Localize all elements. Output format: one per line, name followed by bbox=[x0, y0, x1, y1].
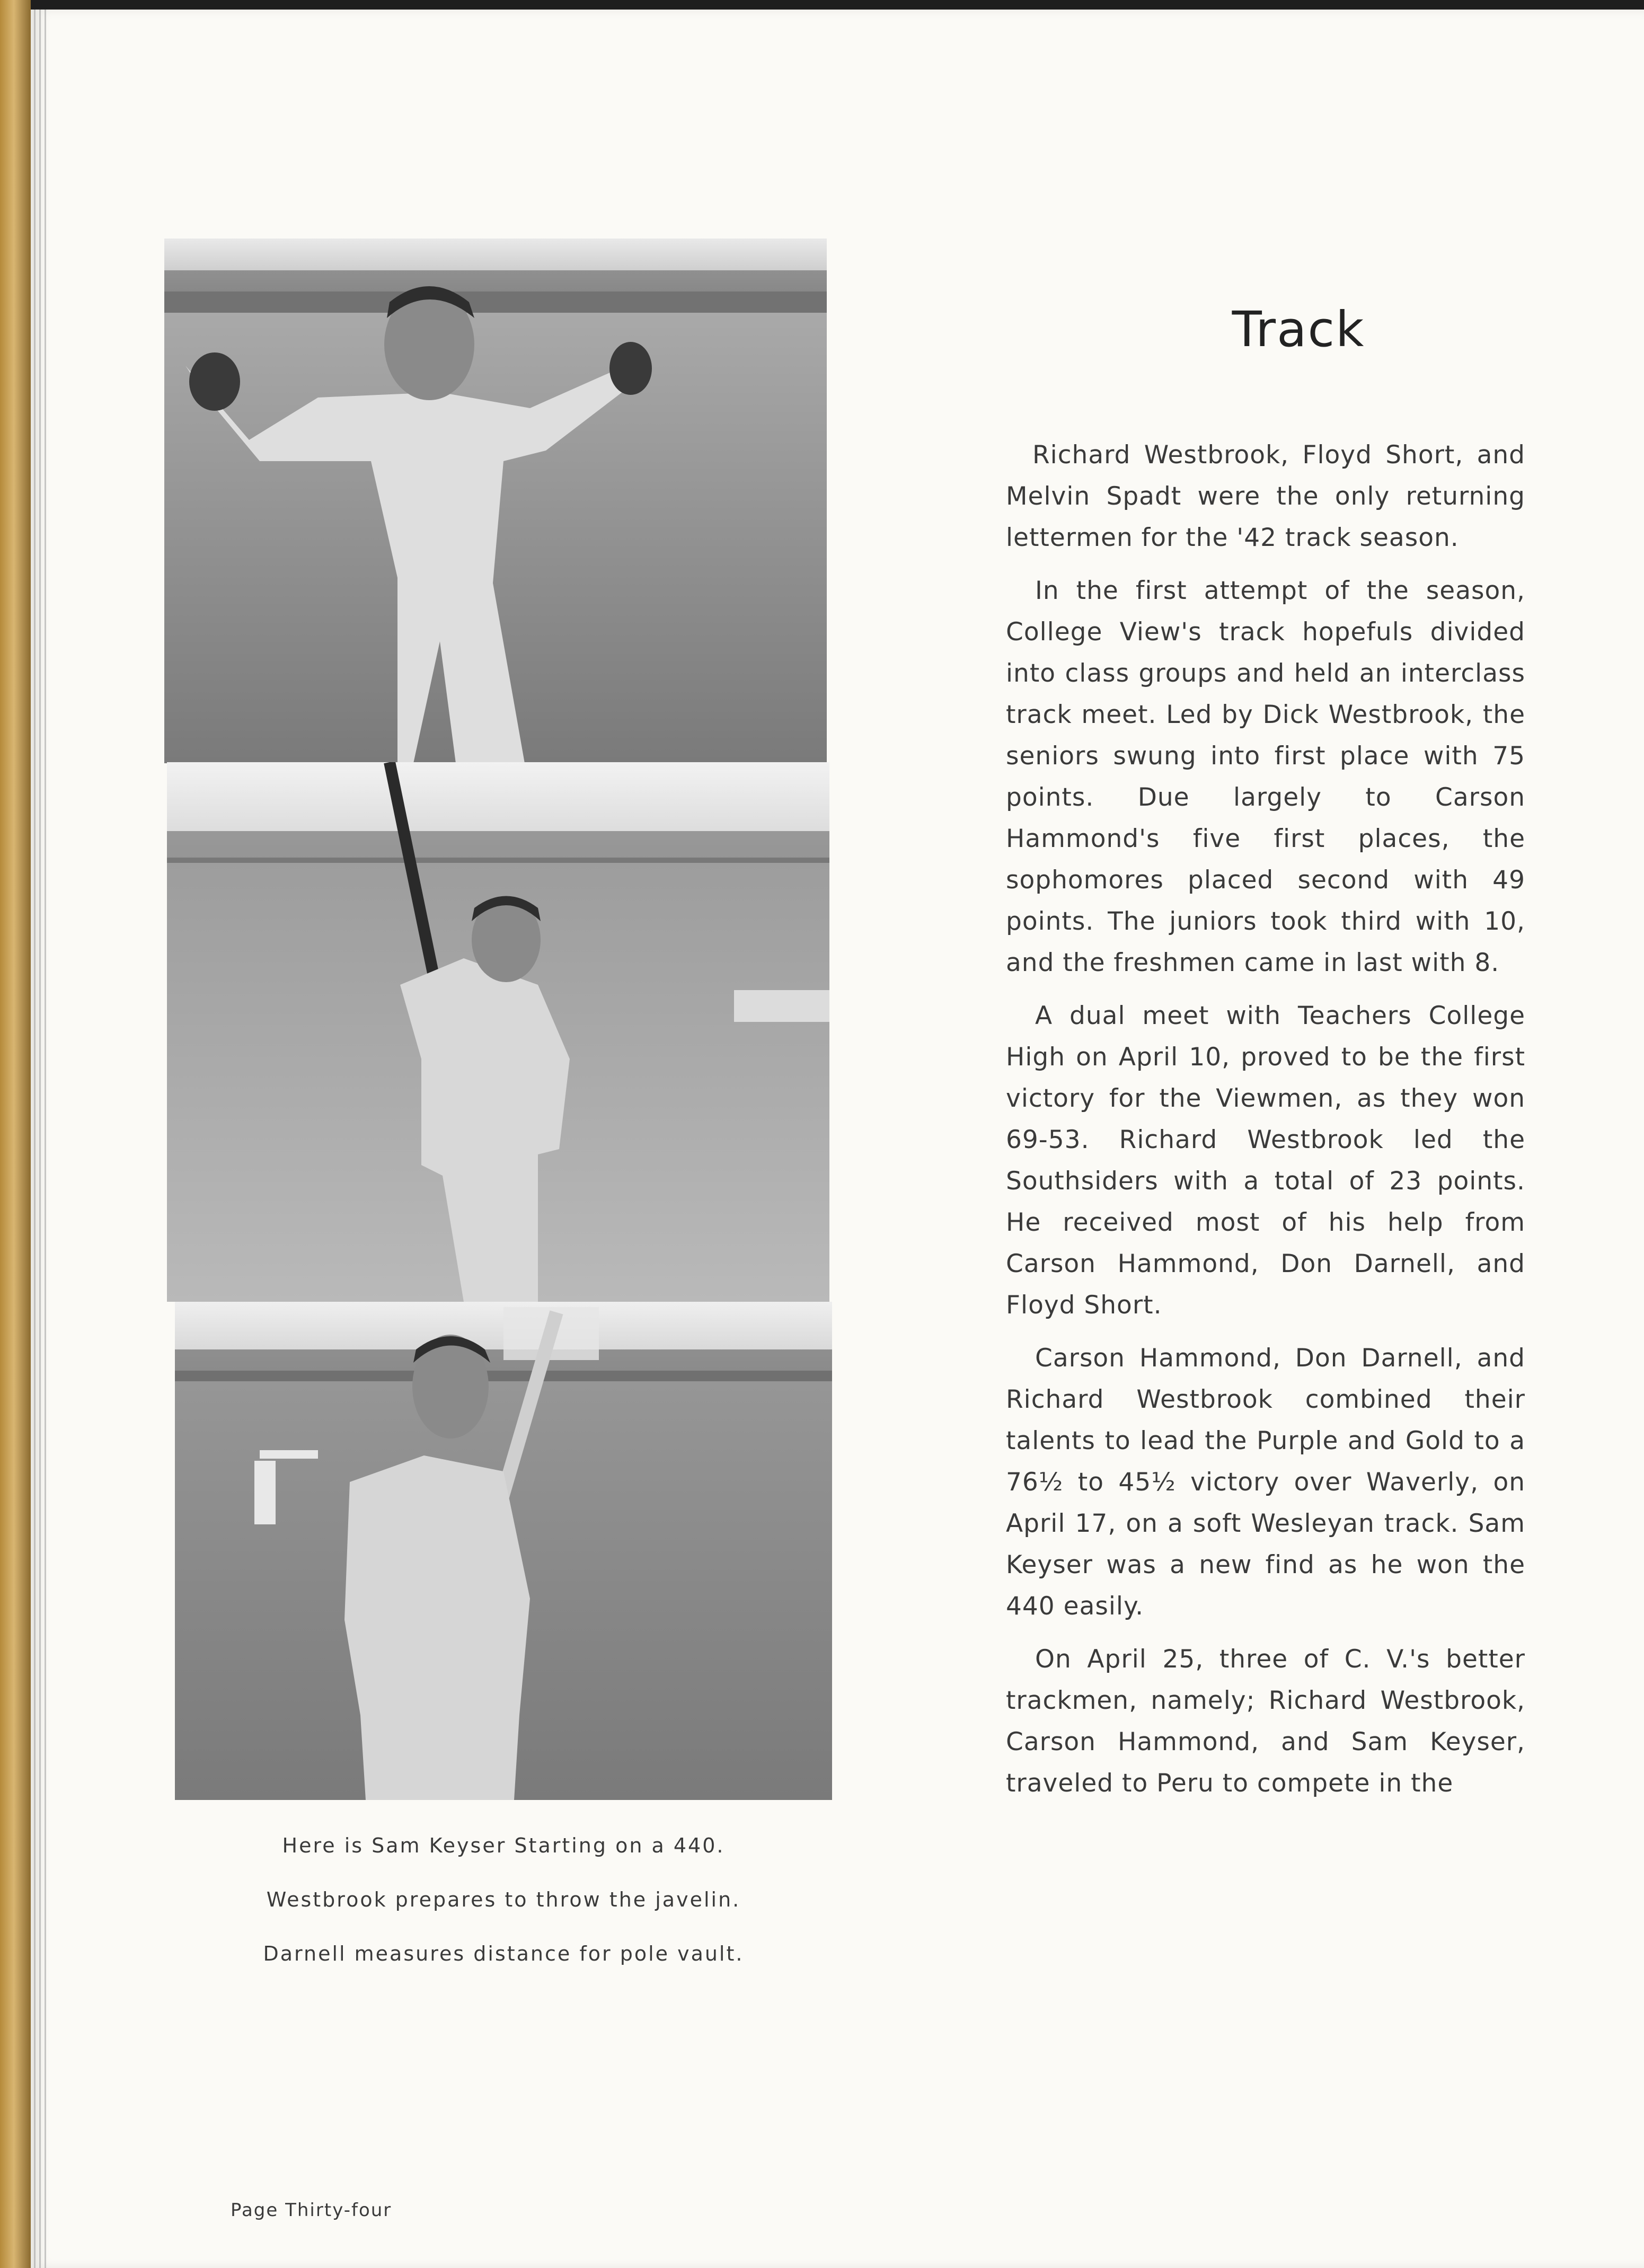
paragraph: On April 25, three of C. V.'s better trackmen, namely; Richard Westbrook, Carson Hammond, and Sam Keyser, traveled to Peru to compete in the bbox=[1006, 1645, 1525, 1798]
paragraph: Carson Hammond, Don Darnell, and Richard Westbrook combined their talents to lead the Purple and Gold to a 76½ to 45½ victory over Waverly, on April 17, on a soft Wesleyan track. Sam Keyser was a new find as he won the 440 easily. bbox=[1006, 1344, 1525, 1621]
caption-photo-3: Darnell measures distance for pole vault. bbox=[263, 1942, 744, 1965]
page-title: Track bbox=[1232, 301, 1365, 358]
caption-photo-1: Here is Sam Keyser Starting on a 440. bbox=[282, 1834, 725, 1857]
book-spine bbox=[0, 0, 31, 2268]
caption-photo-2: Westbrook prepares to throw the javelin. bbox=[266, 1888, 741, 1911]
photo-sam-keyser-start bbox=[164, 239, 827, 763]
paragraph: Richard Westbrook, Floyd Short, and Melvin Spadt were the only returning lettermen for the '42 track season. bbox=[1006, 440, 1525, 552]
article-body bbox=[1006, 435, 1525, 1816]
page-number: Page Thirty-four bbox=[231, 2200, 392, 2221]
top-edge bbox=[31, 0, 1644, 10]
paragraph: A dual meet with Teachers College High on April 10, proved to be the first victory for the Viewmen, as they won 69-53. Richard Westbrook led the Southsiders with a total of 23 points. He received most of his help from Carson Hammond, Don Darnell, and Floyd Short. bbox=[1006, 1001, 1525, 1320]
page-edges bbox=[34, 10, 50, 2268]
photo-westbrook-javelin bbox=[167, 762, 829, 1302]
photo-darnell-pole-vault bbox=[175, 1302, 832, 1800]
paragraph: In the first attempt of the season, College View's track hopefuls divided into class groups and held an interclass track meet. Led by Dick Westbrook, the seniors swung into first place with 75 points. Due largely to Carson Hammond's five first places, the sophomores placed second with 49 points. The juniors took third with 10, and the freshmen came in last with 8. bbox=[1006, 576, 1525, 977]
